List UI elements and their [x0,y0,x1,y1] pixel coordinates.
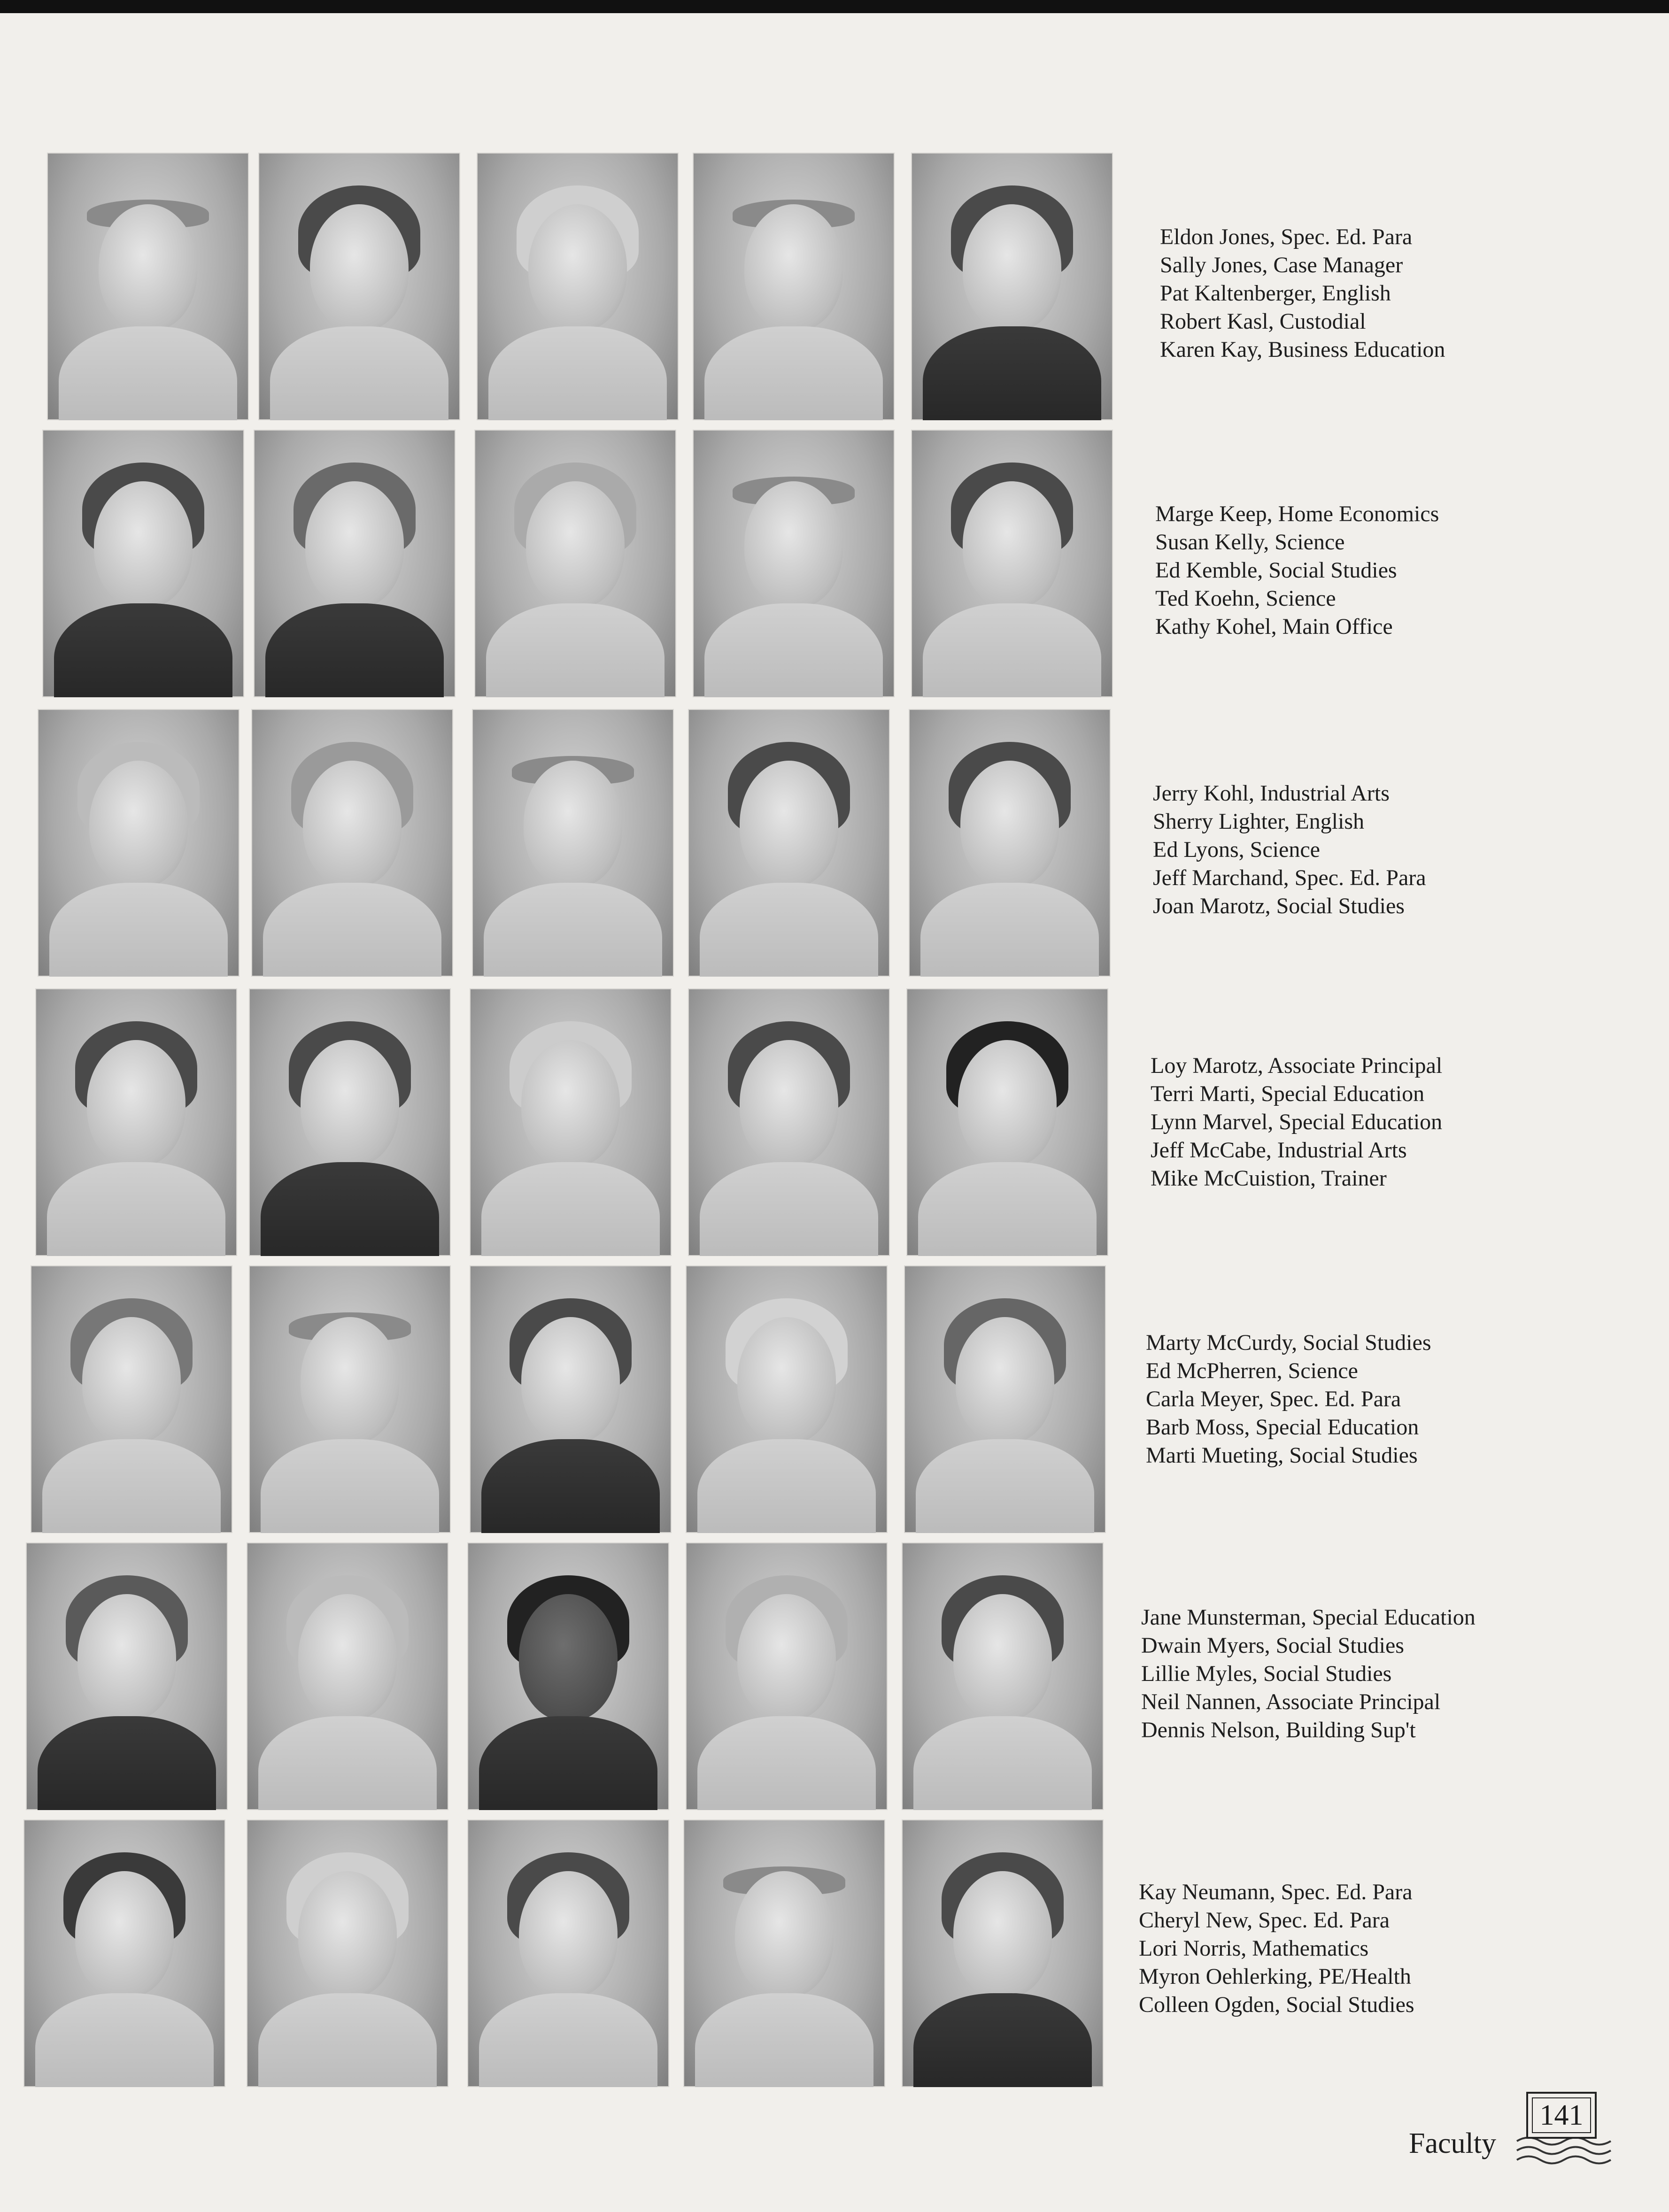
caption-block [1153,779,1576,920]
caption-line: Kay Neumann, Spec. Ed. Para [1139,1880,1413,1904]
caption-line: Cheryl New, Spec. Ed. Para [1139,1908,1390,1933]
caption-block [1160,223,1583,364]
caption-line: Terri Marti, Special Education [1151,1081,1425,1106]
caption-line: Neil Nannen, Associate Principal [1141,1689,1441,1714]
portrait-photo [470,988,672,1256]
caption-block [1155,500,1578,641]
portrait-photo [249,1265,451,1533]
portrait-photo [247,1542,448,1810]
page-number [1526,2092,1597,2139]
portrait-photo [247,1819,448,2087]
portrait-photo [26,1542,228,1810]
caption-line: Ed Kemble, Social Studies [1155,558,1397,583]
portrait-photo [31,1265,232,1533]
photo-row-6 [0,1542,1669,1824]
photo-row-5 [0,1265,1669,1547]
page-number-text: 141 [1539,2099,1584,2131]
portrait-photo [477,153,679,420]
portrait-photo [911,430,1113,697]
caption-block [1151,1052,1573,1193]
portrait-photo [474,430,676,697]
caption-line: Joan Marotz, Social Studies [1153,894,1405,918]
caption-line: Mike McCuistion, Trainer [1151,1166,1387,1191]
portrait-photo [249,988,451,1256]
caption-line: Marge Keep, Home Economics [1155,501,1439,526]
photo-row-2 [0,430,1669,711]
photo-row-3 [0,709,1669,991]
page-top-edge [0,0,1669,13]
caption-line: Lynn Marvel, Special Education [1151,1110,1443,1134]
portrait-photo [906,988,1108,1256]
caption-line: Dennis Nelson, Building Sup't [1141,1718,1416,1742]
caption-line: Sally Jones, Case Manager [1160,253,1403,277]
portrait-photo [904,1265,1106,1533]
portrait-photo [42,430,244,697]
caption-line: Kathy Kohel, Main Office [1155,614,1393,639]
portrait-photo [688,709,890,977]
caption-line: Lillie Myles, Social Studies [1141,1661,1392,1686]
caption-line: Pat Kaltenberger, English [1160,281,1391,306]
portrait-photo [693,153,895,420]
portrait-photo [23,1819,225,2087]
caption-line: Jane Munsterman, Special Education [1141,1605,1476,1630]
caption-line: Carla Meyer, Spec. Ed. Para [1146,1387,1401,1411]
caption-line: Colleen Ogden, Social Studies [1139,1992,1414,2017]
caption-line: Jeff McCabe, Industrial Arts [1151,1138,1407,1163]
caption-line: Marti Mueting, Social Studies [1146,1443,1418,1468]
portrait-photo [467,1542,669,1810]
caption-line: Jerry Kohl, Industrial Arts [1153,781,1390,806]
caption-block [1139,1878,1561,2019]
portrait-photo [911,153,1113,420]
caption-line: Jeff Marchand, Spec. Ed. Para [1153,865,1426,890]
caption-line: Lori Norris, Mathematics [1139,1936,1369,1961]
caption-line: Marty McCurdy, Social Studies [1146,1330,1431,1355]
caption-line: Ted Koehn, Science [1155,586,1336,611]
portrait-photo [693,430,895,697]
caption-line: Robert Kasl, Custodial [1160,309,1366,334]
caption-line: Sherry Lighter, English [1153,809,1364,834]
photo-row-1 [0,153,1669,434]
caption-block [1141,1603,1564,1744]
portrait-photo [254,430,456,697]
portrait-photo [686,1265,888,1533]
portrait-photo [472,709,674,977]
portrait-photo [470,1265,672,1533]
portrait-photo [47,153,249,420]
portrait-photo [686,1542,888,1810]
portrait-photo [909,709,1111,977]
caption-line: Loy Marotz, Associate Principal [1151,1053,1443,1078]
photo-row-7 [0,1819,1669,2101]
caption-line: Eldon Jones, Spec. Ed. Para [1160,224,1413,249]
portrait-photo [251,709,453,977]
section-label: Faculty [1409,2127,1496,2159]
caption-line: Dwain Myers, Social Studies [1141,1633,1404,1658]
caption-line: Ed Lyons, Science [1153,837,1320,862]
caption-line: Karen Kay, Business Education [1160,337,1445,362]
photo-row-4 [0,988,1669,1270]
portrait-photo [258,153,460,420]
portrait-photo [902,1819,1104,2087]
caption-line: Susan Kelly, Science [1155,530,1345,555]
portrait-photo [467,1819,669,2087]
caption-block [1146,1329,1569,1470]
portrait-photo [35,988,237,1256]
portrait-photo [902,1542,1104,1810]
portrait-photo [683,1819,885,2087]
caption-line: Myron Oehlerking, PE/Health [1139,1964,1411,1989]
portrait-photo [38,709,240,977]
caption-line: Barb Moss, Special Education [1146,1415,1419,1440]
caption-line: Ed McPherren, Science [1146,1358,1358,1383]
portrait-photo [688,988,890,1256]
